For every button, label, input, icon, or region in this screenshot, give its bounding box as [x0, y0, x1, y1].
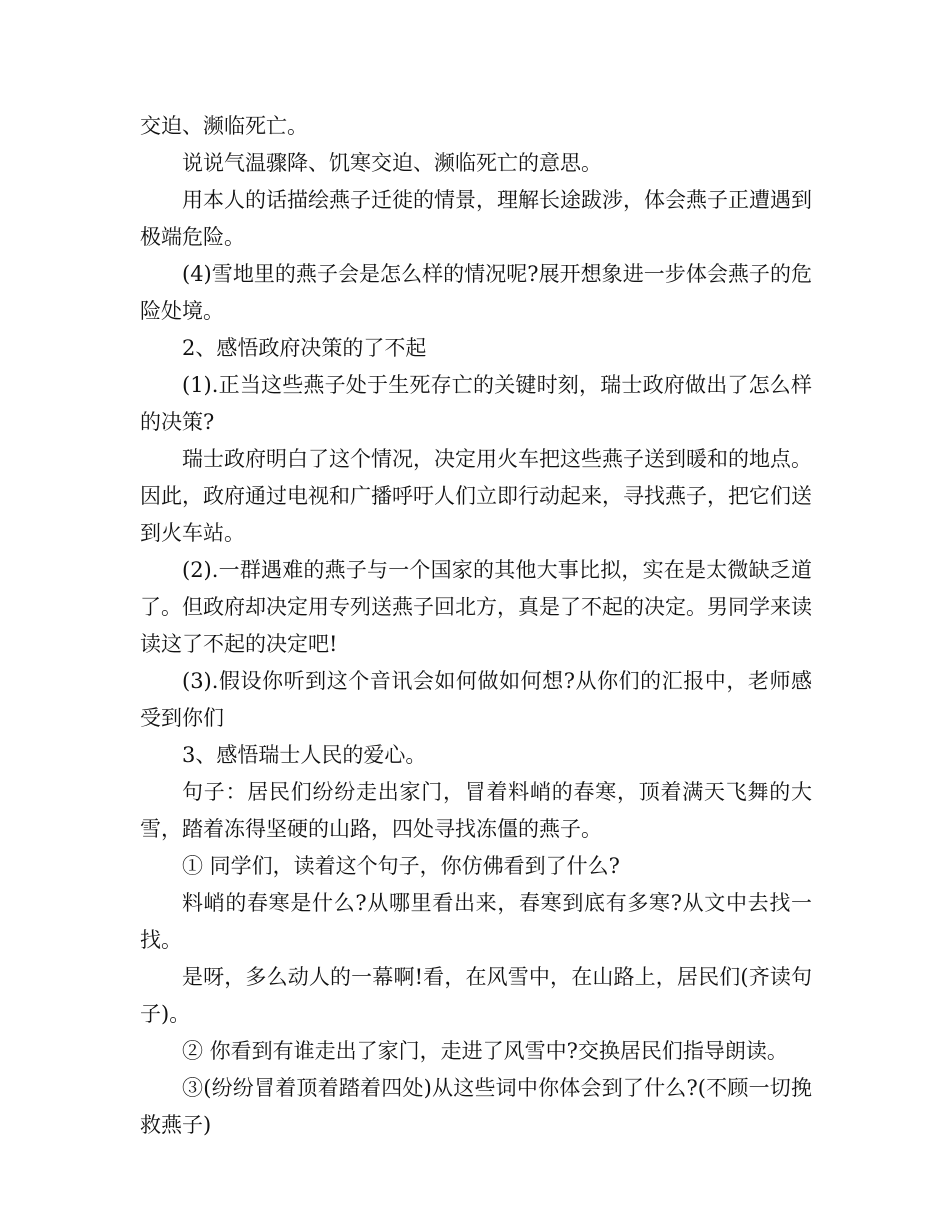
paragraph: ③(纷纷冒着顶着踏着四处)从这些词中你体会到了什么?(不顾一切挽救燕子): [140, 1076, 812, 1137]
paragraph: (3).假设你听到这个音讯会如何做如何想?从你们的汇报中，老师感受到你们: [140, 669, 812, 730]
paragraph: 瑞士政府明白了这个情况，决定用火车把这些燕子送到暖和的地点。因此，政府通过电视和广播呼吁人们立即行动起来，寻找燕子，把它们送到火车站。: [140, 447, 812, 545]
document-page: [140, 108, 812, 1144]
paragraph: 是呀，多么动人的一幕啊!看，在风雪中，在山路上，居民们(齐读句子)。: [140, 965, 812, 1026]
paragraph: 用本人的话描绘燕子迁徙的情景，理解长途跋涉，体会燕子正遭遇到极端危险。: [140, 188, 812, 249]
paragraph: ① 同学们，读着这个句子，你仿佛看到了什么?: [182, 854, 620, 878]
paragraph: 料峭的春寒是什么?从哪里看出来，春寒到底有多寒?从文中去找一找。: [140, 891, 812, 952]
paragraph: 交迫、濒临死亡。: [140, 114, 308, 138]
paragraph: 句子：居民们纷纷走出家门，冒着料峭的春寒，顶着满天飞舞的大雪，踏着冻得坚硬的山路，四处寻找冻僵的燕子。: [140, 780, 812, 841]
paragraph: ② 你看到有谁走出了家门，走进了风雪中?交换居民们指导朗读。: [182, 1039, 788, 1063]
paragraph: (1).正当这些燕子处于生死存亡的关键时刻，瑞士政府做出了怎么样的决策?: [140, 373, 812, 434]
paragraph: (2).一群遇难的燕子与一个国家的其他大事比拟，实在是太微缺乏道了。但政府却决定用专列送燕子回北方，真是了不起的决定。男同学来读读这了不起的决定吧!: [140, 558, 812, 656]
section-heading: 3、感悟瑞士人民的爱心。: [182, 743, 427, 767]
section-heading: 2、感悟政府决策的了不起: [182, 336, 427, 360]
paragraph: 说说气温骤降、饥寒交迫、濒临死亡的意思。: [182, 151, 602, 175]
paragraph: (4)雪地里的燕子会是怎么样的情况呢?展开想象进一步体会燕子的危险处境。: [140, 262, 812, 323]
